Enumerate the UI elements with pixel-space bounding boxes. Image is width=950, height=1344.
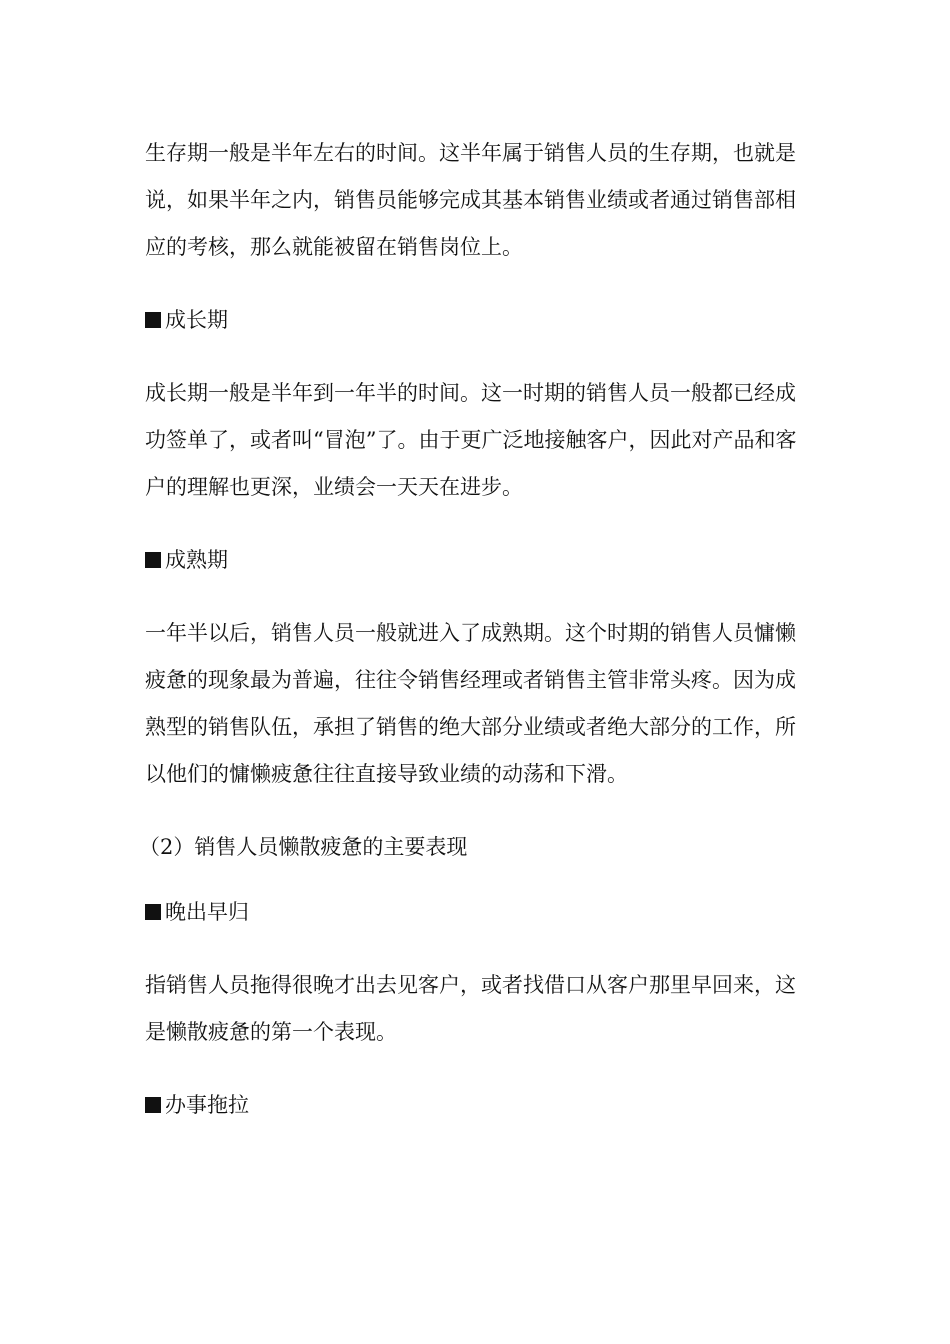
square-bullet-icon (145, 904, 161, 920)
paragraph-late-out-early-back: 指销售人员拖得很晚才出去见客户，或者找借口从客户那里早回来，这是懒散疲惫的第一个表现。 (145, 973, 796, 1044)
heading-text: 晚出早归 (165, 900, 249, 924)
square-bullet-icon (145, 1097, 161, 1113)
square-bullet-icon (145, 312, 161, 328)
paragraph-survival-period: 生存期一般是半年左右的时间。这半年属于销售人员的生存期，也就是说，如果半年之内，销售员能够完成其基本销售业绩或者通过销售部相应的考核，那么就能被留在销售岗位上。 (145, 141, 796, 259)
subtitle-main-symptoms: （2）销售人员懒散疲惫的主要表现 (139, 835, 468, 859)
heading-growth-period (145, 297, 815, 344)
square-bullet-icon (145, 552, 161, 568)
heading-mature-period (145, 537, 815, 584)
document-page (139, 130, 815, 1129)
heading-text: 办事拖拉 (165, 1093, 249, 1117)
paragraph-growth-period: 成长期一般是半年到一年半的时间。这一时期的销售人员一般都已经成功签单了，或者叫“冒泡”了。由于更广泛地接触客户，因此对产品和客户的理解也更深，业绩会一天天在进步。 (145, 381, 797, 499)
paragraph-mature-period: 一年半以后，销售人员一般就进入了成熟期。这个时期的销售人员慵懒疲惫的现象最为普遍，往往令销售经理或者销售主管非常头疼。因为成熟型的销售队伍，承担了销售的绝大部分业绩或者绝大部分的工作，所以他们的慵懒疲惫往往直接导致业绩的动荡和下滑。 (145, 621, 796, 786)
heading-text: 成熟期 (165, 548, 228, 572)
heading-late-out-early-back (145, 889, 815, 936)
heading-text: 成长期 (165, 308, 228, 332)
heading-procrastination (145, 1082, 815, 1129)
